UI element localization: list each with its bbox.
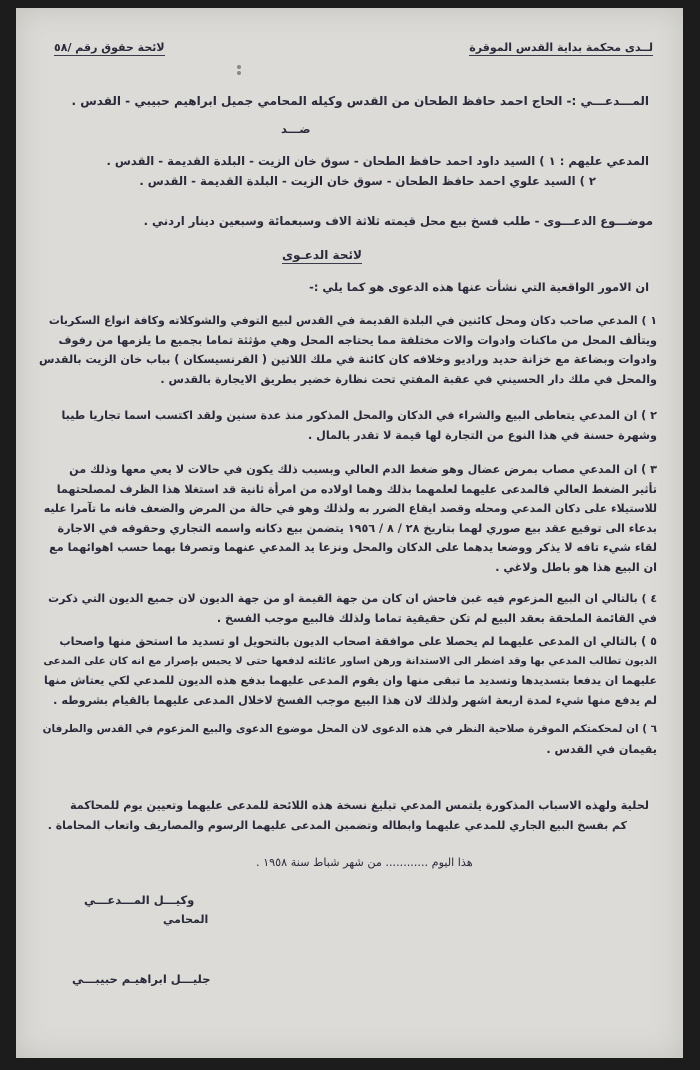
paragraph-line: ٤ ) بالتالي ان البيع المزعوم فيه غبن فاحش ان كان من جهة القيمة او من جهة الديون لان جميع الديون التي ذكرت bbox=[48, 592, 657, 605]
court-request bbox=[37, 796, 649, 835]
defendant-2: ٢ ) السيد علوي احمد حافظ الطحان - سوق خان الزيت - البلدة القديمة - القدس . bbox=[139, 174, 596, 188]
paragraph-line: والمحل في ملك دار الحسيني في عقبة المفتي تحت نظارة خضير بطريق الايجارة بالقدس . bbox=[160, 372, 657, 386]
claim-title: لائحة الدعـوى bbox=[282, 248, 362, 262]
paragraph-line: لقاء شيء تافه لا يذكر ووضعا يدهما على الدكان والمحل ونزعا يد المدعي عنهما وتصرفا بهما حسب اهوائهما مع bbox=[49, 541, 657, 555]
paragraph-line: وشهرة حسنة في هذا النوع من التجارة لها قيمة لا تقدر بالمال . bbox=[307, 428, 657, 442]
court-name: لــدى محكمة بداية القدس الموقرة bbox=[469, 41, 653, 54]
defendant-1: المدعي عليهم : ١ ) السيد داود احمد حافظ الطحان - سوق خان الزيت - البلدة القديمة - القدس . bbox=[106, 154, 649, 168]
paragraph-4 bbox=[37, 589, 657, 628]
paragraph-line: ٢ ) ان المدعي يتعاطى البيع والشراء في الدكان والمحل المذكور منذ عدة سنين ولقد اكتسب اسما تجاريا طيبا bbox=[61, 409, 657, 422]
lawyer-name: جليـــل ابراهيـم حبيبـــي bbox=[72, 972, 211, 986]
document-page bbox=[16, 8, 683, 1058]
paragraph-line: وادوات وبضاعة مع خزانة حديد وراديو وخلافه كان كائنة في ملك اللاتين ( الفرنسيسكان ) بباب خان الزيت بالقدس bbox=[39, 353, 657, 367]
agent-label: وكيـــل المـــدعـــي bbox=[84, 893, 195, 907]
paragraph-line: في القائمة الملحقة بعقد البيع لم تكن حقيقية تماما ولذلك فالبيع موجب الفسخ . bbox=[216, 611, 657, 625]
intro-line: ان الامور الواقعية التي نشأت عنها هذه الدعوى هو كما يلي :- bbox=[309, 280, 649, 294]
paragraph-5 bbox=[37, 632, 657, 710]
paragraph-2 bbox=[37, 406, 657, 445]
paragraph-line: ويتألف المحل من ماكنات وادوات والات مختلفة مما يحتاجه المحل وهي مؤثثة تماما بجميع ما يلزمها من رفوف bbox=[58, 333, 657, 347]
paragraph-line: ان البيع هذا هو باطل ولاغي . bbox=[495, 560, 657, 574]
punch-hole bbox=[237, 71, 241, 75]
versus-label: ضـــد bbox=[281, 122, 311, 136]
case-subject: موضـــوع الدعـــوى - طلب فسخ بيع محل قيمته ثلاثة الاف وسبعمائة وسبعين دينار اردني . bbox=[143, 214, 653, 228]
request-line: كم بفسخ البيع الجاري للمدعي عليهما وابطاله وتضمين المدعى عليهما الرسوم والمصاريف واتعاب المحاماة . bbox=[47, 818, 627, 832]
paragraph-line: ١ ) المدعي صاحب دكان ومحل كائنين في البلدة القديمة في القدس لبيع التوفي والشوكلاته وكافة انواع السكريات bbox=[48, 314, 657, 327]
plaintiff-line: المـــدعـــي :- الحاج احمد حافظ الطحان من القدس وكيله المحامي جميل ابراهيم حبيبي - القدس . bbox=[71, 94, 649, 108]
date-line: هذا اليوم ............ من شهر شباط سنة ١٩٥٨ . bbox=[256, 856, 473, 869]
punch-hole bbox=[237, 65, 241, 69]
case-number: لائحة حقوق رقم /٥٨ bbox=[54, 41, 165, 54]
paragraph-line: للاستيلاء على دكان المدعي ومحله وقصد ايقاع الضرر به ولذلك وهو في حالة من المرض والضعف فانه ما تآمرا عليه bbox=[43, 502, 657, 516]
paragraph-line: لم يدفع منها شيء لمدة اربعة اشهر ولذلك لان هذا البيع موجب الفسخ لاخلال المدعى عليهما بالقيام بشروطه . bbox=[53, 693, 657, 707]
paragraph-6 bbox=[37, 720, 657, 759]
paragraph-1 bbox=[37, 311, 657, 389]
request-line: لحلية ولهذه الاسباب المذكورة يلتمس المدعي تبليغ نسخة هذه اللائحة للمدعى عليهما وتعيين يوم للمحاكمة bbox=[69, 799, 649, 812]
paragraph-line: الديون تطالب المدعي بها وقد اضطر الى الاستدانة ورهن اساور عائلته لدفعها حتى لا يحبس بإصرار مع انه كان على المدعى bbox=[43, 655, 657, 667]
paragraph-line: تأثير الضغط العالي فالمدعى عليهما لعلمهما بذلك وهما اولاده من امرأة ثانية قد استغلا هذا الظرف لمصلحتهما bbox=[56, 482, 657, 496]
paragraph-line: يقيمان في القدس . bbox=[546, 742, 657, 756]
paragraph-line: عليهما ان يدفعا بتسديدها وتسديد ما تبقى منها وان يقوم المدعى عليهما بدفع هذه الديون للمدعي لكي يعتاش منها bbox=[44, 674, 657, 688]
paragraph-line: ٣ ) ان المدعي مصاب بمرض عضال وهو ضغط الدم العالي وبسبب ذلك يكون في حالات لا يعي معها وذلك من bbox=[69, 463, 657, 476]
lawyer-title: المحامي bbox=[163, 913, 209, 926]
paragraph-line: ٥ ) بالتالي ان المدعى عليهما لم يحصلا على موافقة اصحاب الديون بالتحويل او تسديد ما استحق منها واصحاب bbox=[59, 635, 657, 648]
paragraph-line: ٦ ) ان لمحكمتكم الموقرة صلاحية النظر في هذه الدعوى لان المحل موضوع الدعوى والبيع المزعوم في القدس والطرفان bbox=[42, 723, 657, 735]
paragraph-3 bbox=[37, 460, 657, 578]
paragraph-line: بدعاء الى توقيع عقد بيع صوري لهما بتاريخ ٢٨ / ٨ / ١٩٥٦ يتضمن بيع دكانه واسمه التجاري وحقوقه في الاجارة bbox=[57, 521, 657, 535]
